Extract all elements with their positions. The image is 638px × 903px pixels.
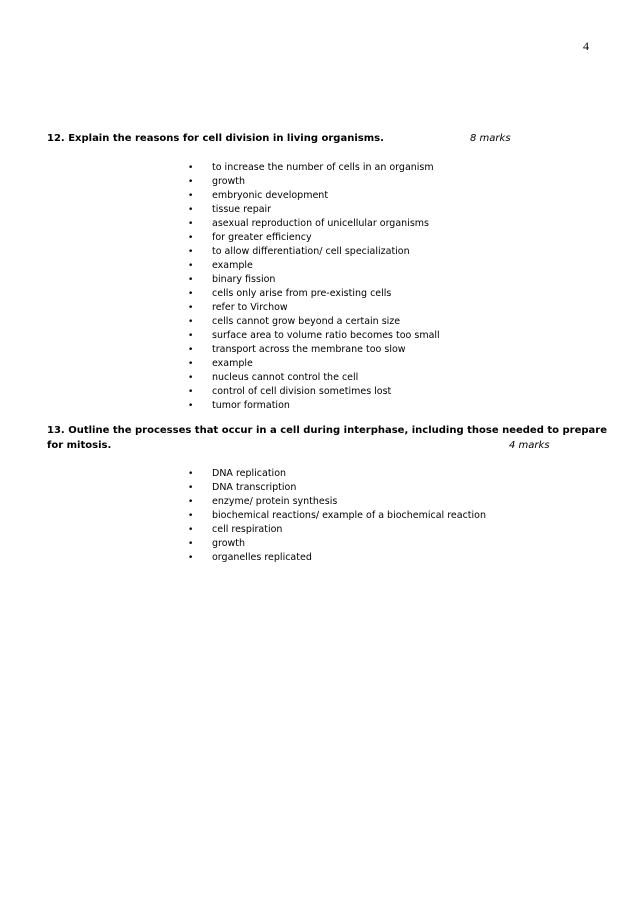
bullet-icon: • xyxy=(188,525,194,535)
list-item xyxy=(188,217,440,231)
answer-text: growth xyxy=(212,538,246,549)
list-item xyxy=(188,329,440,343)
list-item xyxy=(188,467,486,481)
answer-text: example xyxy=(212,260,253,271)
bullet-icon: • xyxy=(188,191,194,201)
list-item xyxy=(188,551,486,565)
list-item xyxy=(188,259,440,273)
list-item xyxy=(188,287,440,301)
answer-text: surface area to volume ratio becomes too small xyxy=(212,330,440,341)
bullet-icon: • xyxy=(188,317,194,327)
answer-text: refer to Virchow xyxy=(212,302,288,313)
list-item xyxy=(188,315,440,329)
list-item xyxy=(188,481,486,495)
question-12-text: 12. Explain the reasons for cell division in living organisms. xyxy=(47,133,384,144)
list-item xyxy=(188,537,486,551)
answer-text: example xyxy=(212,358,253,369)
question-12-heading xyxy=(47,131,384,146)
answer-text: cells cannot grow beyond a certain size xyxy=(212,316,401,327)
list-item xyxy=(188,245,440,259)
bullet-icon: • xyxy=(188,261,194,271)
answer-text: control of cell division sometimes lost xyxy=(212,386,392,397)
answer-text: asexual reproduction of unicellular organisms xyxy=(212,218,429,229)
bullet-icon: • xyxy=(188,219,194,229)
bullet-icon: • xyxy=(188,539,194,549)
answer-text: biochemical reactions/ example of a biochemical reaction xyxy=(212,510,487,521)
bullet-icon: • xyxy=(188,345,194,355)
bullet-icon: • xyxy=(188,359,194,369)
list-item xyxy=(188,189,440,203)
bullet-icon: • xyxy=(188,205,194,215)
bullet-icon: • xyxy=(188,275,194,285)
list-item xyxy=(188,203,440,217)
bullet-icon: • xyxy=(188,401,194,411)
list-item xyxy=(188,357,440,371)
bullet-icon: • xyxy=(188,511,194,521)
question-12-marks: 8 marks xyxy=(470,133,511,144)
list-item xyxy=(188,231,440,245)
answer-text: to increase the number of cells in an organism xyxy=(212,162,434,173)
bullet-icon: • xyxy=(188,303,194,313)
list-item xyxy=(188,523,486,537)
bullet-icon: • xyxy=(188,331,194,341)
bullet-icon: • xyxy=(188,247,194,257)
answer-text: DNA replication xyxy=(212,468,287,479)
list-item xyxy=(188,273,440,287)
bullet-icon: • xyxy=(188,483,194,493)
list-item xyxy=(188,371,440,385)
bullet-icon: • xyxy=(188,177,194,187)
list-item xyxy=(188,175,440,189)
bullet-icon: • xyxy=(188,469,194,479)
answer-text: DNA transcription xyxy=(212,482,297,493)
list-item xyxy=(188,343,440,357)
answer-text: for greater efficiency xyxy=(212,232,312,243)
list-item xyxy=(188,301,440,315)
answer-text: cell respiration xyxy=(212,524,283,535)
bullet-icon: • xyxy=(188,497,194,507)
list-item xyxy=(188,495,486,509)
page-number: 4 xyxy=(583,39,589,53)
question-13-marks: 4 marks xyxy=(509,440,550,451)
answer-text: cells only arise from pre-existing cells xyxy=(212,288,392,299)
answer-text: transport across the membrane too slow xyxy=(212,344,406,355)
bullet-icon: • xyxy=(188,163,194,173)
question-12-answer-list xyxy=(188,161,440,413)
answer-text: enzyme/ protein synthesis xyxy=(212,496,338,507)
answer-text: tissue repair xyxy=(212,204,272,215)
list-item xyxy=(188,509,486,523)
question-13-answer-list xyxy=(188,467,486,565)
bullet-icon: • xyxy=(188,233,194,243)
answer-text: embryonic development xyxy=(212,190,329,201)
answer-text: nucleus cannot control the cell xyxy=(212,372,359,383)
answer-text: to allow differentiation/ cell specialization xyxy=(212,246,410,257)
answer-text: organelles replicated xyxy=(212,552,312,563)
bullet-icon: • xyxy=(188,289,194,299)
bullet-icon: • xyxy=(188,373,194,383)
answer-text: binary fission xyxy=(212,274,276,285)
question-13-text-line1: 13. Outline the processes that occur in a cell during interphase, including those needed to prepare xyxy=(47,425,607,436)
answer-text: tumor formation xyxy=(212,400,290,411)
question-13-text-line2: for mitosis. xyxy=(47,440,112,451)
list-item xyxy=(188,399,440,413)
list-item xyxy=(188,385,440,399)
answer-text: growth xyxy=(212,176,246,187)
bullet-icon: • xyxy=(188,553,194,563)
bullet-icon: • xyxy=(188,387,194,397)
list-item xyxy=(188,161,440,175)
